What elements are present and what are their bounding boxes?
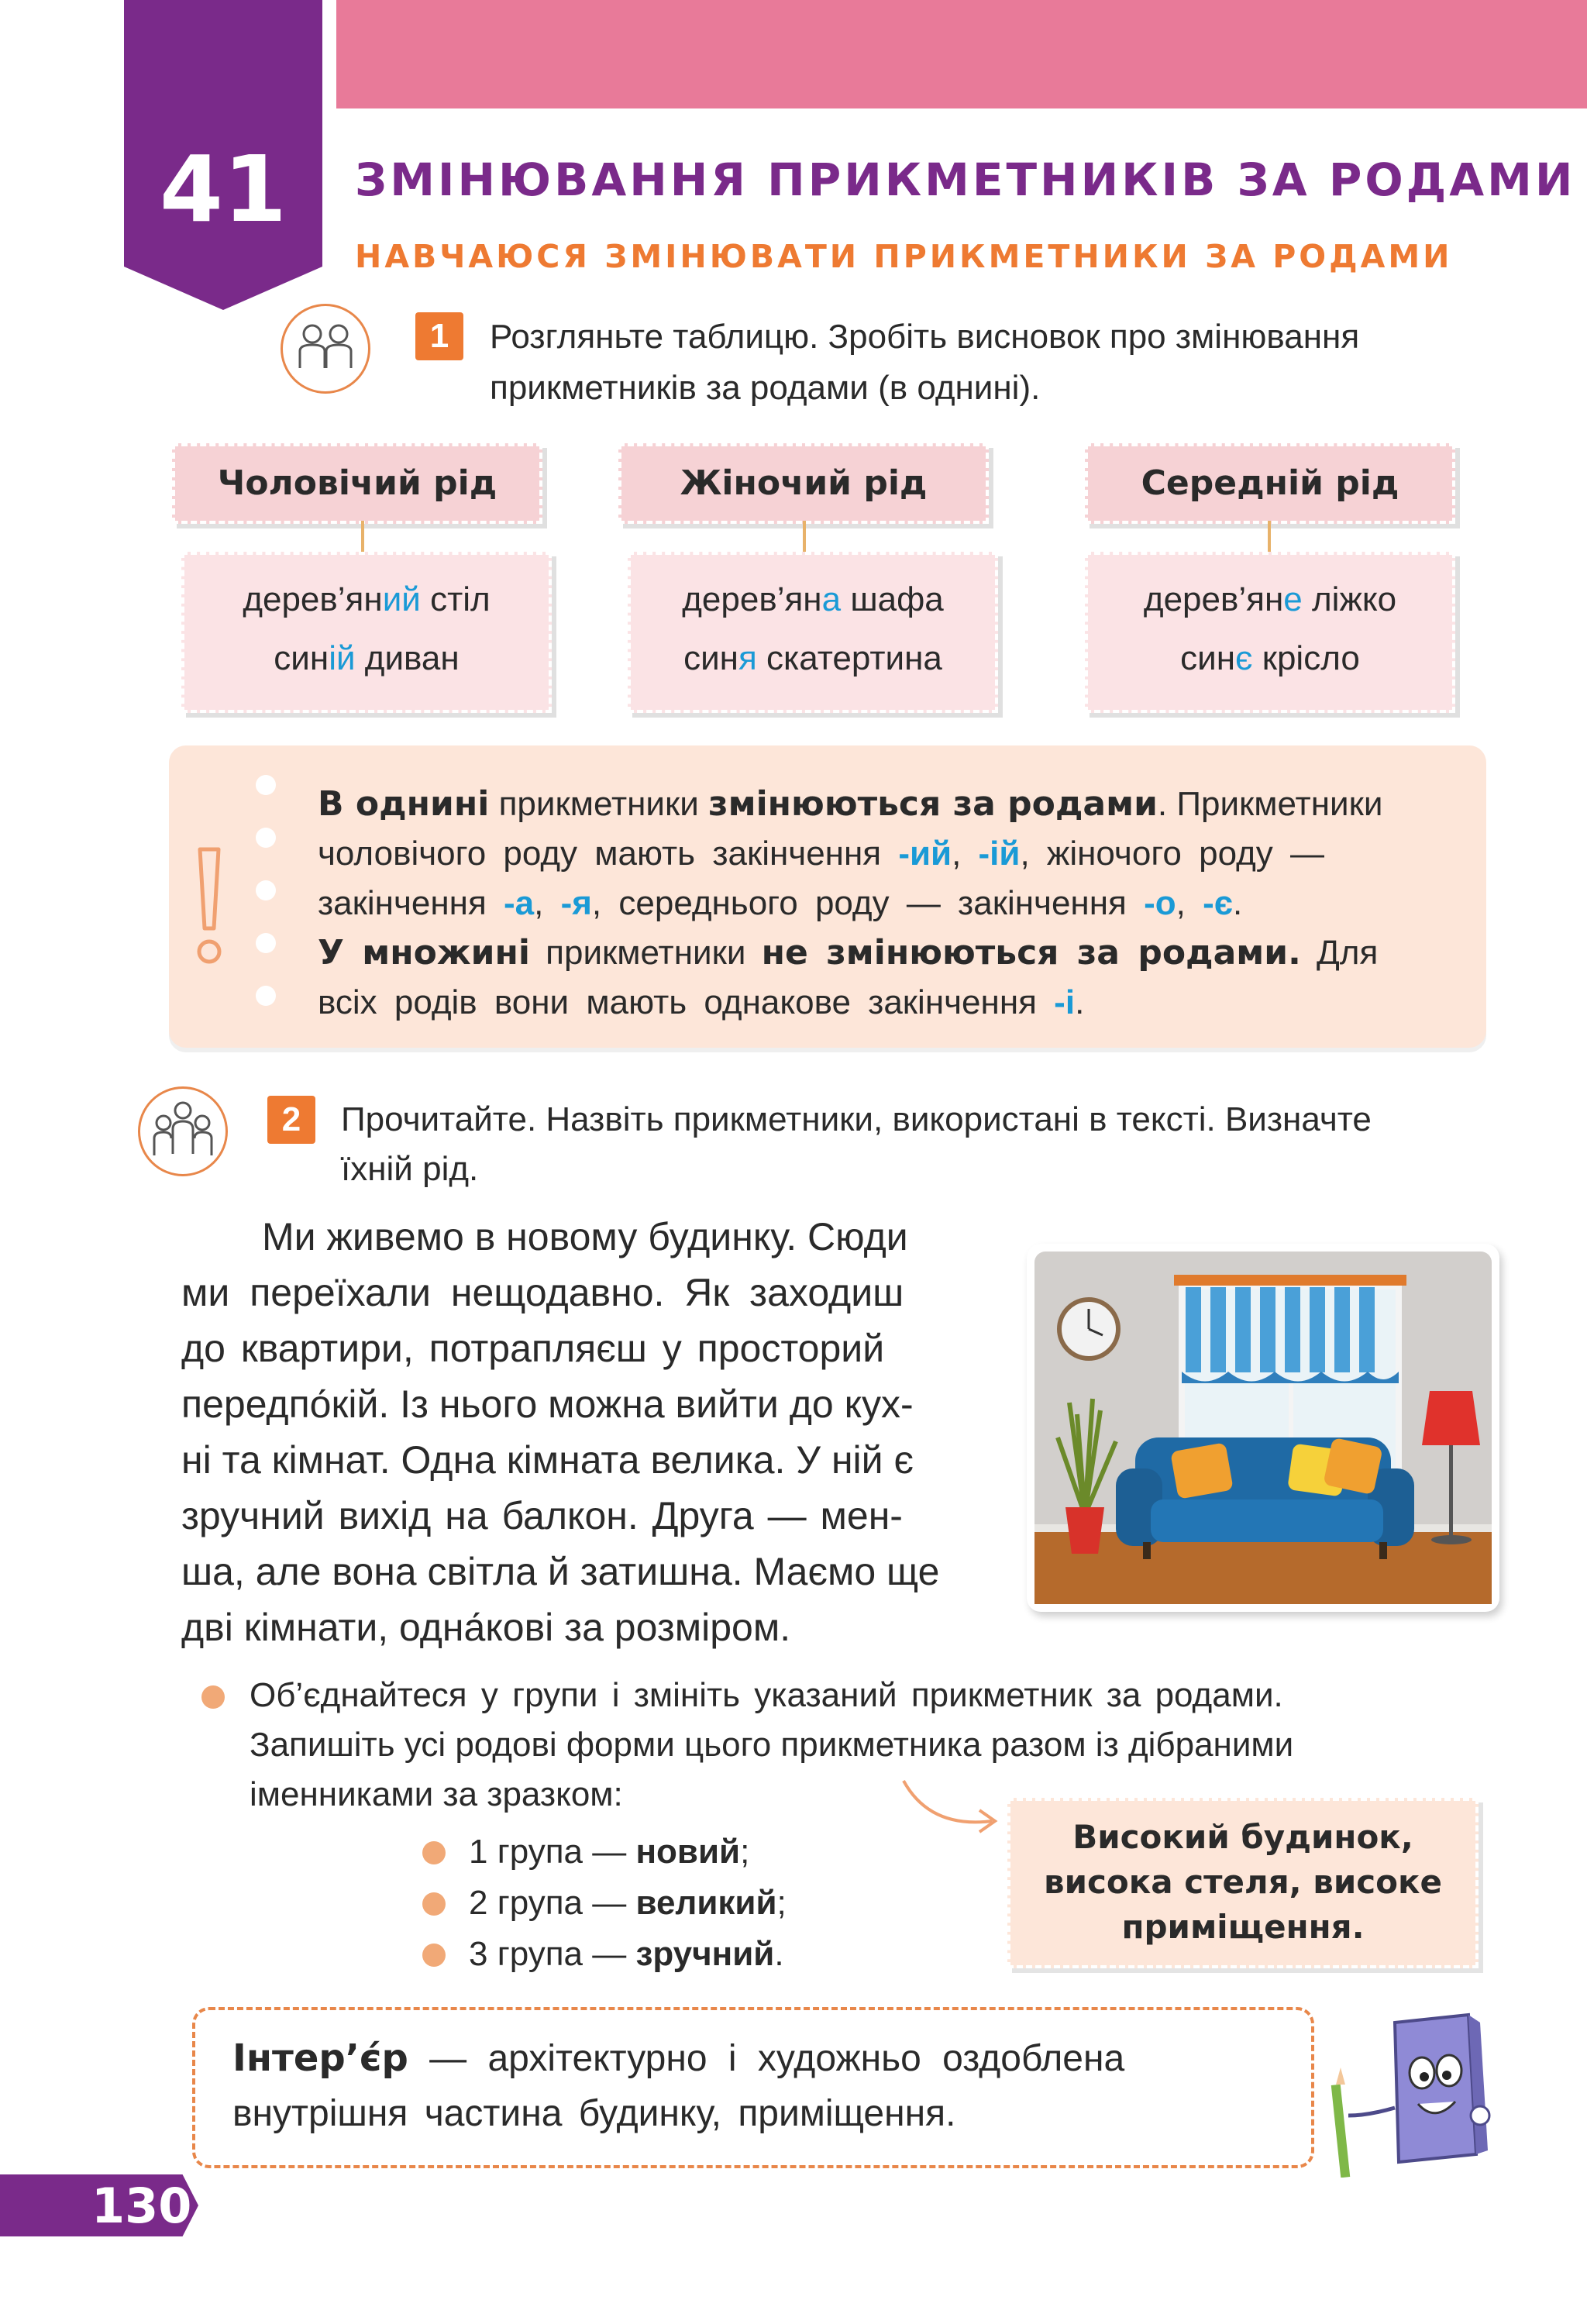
rule-ending: -ий [898, 835, 952, 873]
example-line: висока стеля, високе [1043, 1863, 1442, 1901]
rule-text: Для [1300, 934, 1379, 972]
rule-text: , жіночого роду — [1020, 835, 1324, 873]
example-stem: син [1180, 639, 1236, 677]
decor-dot [256, 880, 276, 900]
task-number-1: 1 [415, 312, 463, 360]
connector-line [361, 521, 364, 552]
group-word: новий [635, 1833, 741, 1871]
rule-ending: -а [504, 884, 535, 922]
task2-line-1: Прочитайте. Назвіть прикметники, використані в тексті. Визначте [341, 1100, 1372, 1138]
masculine-examples [181, 552, 552, 713]
passage-line: зручний вихід на балкон. Друга — мен- [181, 1494, 903, 1537]
feminine-examples [628, 552, 998, 713]
example-box [1007, 1798, 1479, 1968]
rule-text: , [1176, 884, 1203, 922]
example-noun: крісло [1252, 639, 1360, 677]
page-number: 130 [91, 2178, 192, 2234]
bullet-dot [422, 1841, 446, 1864]
task2-line-2: їхній рід. [341, 1150, 479, 1188]
group-punct: ; [776, 1884, 787, 1922]
rule-line-5 [318, 978, 1084, 1028]
rule-line-4 [318, 928, 1378, 978]
room-illustration [1027, 1244, 1499, 1612]
passage-line: передпо́кій. Із нього можна вийти до кух- [181, 1382, 914, 1426]
definition-term: Інтер’є́р [232, 2037, 408, 2080]
neuter-header: Середній рід [1085, 443, 1455, 524]
decor-dot [256, 986, 276, 1006]
lesson-number: 41 [159, 136, 287, 243]
passage-line: дві кімнати, одна́кові за розміром. [181, 1606, 791, 1649]
rule-ending: -ій [978, 835, 1021, 873]
rule-text: прикметники [529, 934, 762, 972]
task1-line-2: прикметників за родами (в однині). [490, 369, 1041, 407]
header-band [336, 0, 1587, 108]
rule-text: . Прикметники [1157, 785, 1383, 823]
rule-text: закінчення [318, 884, 504, 922]
passage-line: ша, але вона світла й затишна. Маємо ще [181, 1550, 940, 1593]
rule-text: , середнього роду — закінчення [591, 884, 1145, 922]
example-stem: син [274, 639, 329, 677]
rule-line-2 [318, 829, 1324, 879]
bullet-dot [422, 1944, 446, 1967]
group-label: 2 група — [469, 1884, 636, 1922]
rule-line-1 [318, 780, 1382, 829]
lesson-title: ЗМІНЮВАННЯ ПРИКМЕТНИКІВ ЗА РОДАМИ [355, 153, 1576, 206]
example-noun: ліжко [1302, 580, 1397, 618]
group-label: 3 група — [469, 1935, 636, 1973]
lesson-subtitle: НАВЧАЮСЯ ЗМІНЮВАТИ ПРИКМЕТНИКИ ЗА РОДАМИ [355, 238, 1453, 275]
group-punct: . [774, 1935, 784, 1973]
example-ending: ий [382, 580, 421, 618]
rule-text: , [952, 835, 979, 873]
masculine-header: Чоловічий рід [172, 443, 542, 524]
assignment-line: іменниками за зразком: [250, 1775, 623, 1813]
rule-text: всіх родів вони мають однакове закінчення [318, 983, 1055, 1021]
bullet-dot [201, 1685, 225, 1709]
example-noun: шафа [841, 580, 944, 618]
definition-text: — архітектурно і художньо оздоблена [408, 2038, 1125, 2079]
passage-line: до квартири, потрапляєш у просторий [181, 1327, 885, 1370]
example-line: Високий будинок, [1072, 1818, 1413, 1856]
rule-text: . [1075, 983, 1085, 1021]
passage-line: ми переїхали нещодавно. Як заходиш [181, 1271, 904, 1314]
example-ending: є [1235, 639, 1253, 677]
bullet-dot [422, 1892, 446, 1916]
connector-line [803, 521, 806, 552]
group-label: 1 група — [469, 1833, 636, 1871]
rule-text: прикметники [489, 785, 709, 823]
rule-text: , [534, 884, 561, 922]
rule-ending: -є [1203, 884, 1234, 922]
rule-bold-text: В однині [318, 784, 490, 824]
book-mascot-icon [1325, 1999, 1511, 2178]
task-number-2: 2 [267, 1096, 315, 1144]
rule-line-3 [318, 879, 1242, 928]
decor-dot [256, 828, 276, 848]
group-item-3 [469, 1930, 784, 1979]
definition-line-2: внутрішня частина будинку, приміщення. [232, 2093, 956, 2134]
rule-ending: -о [1144, 884, 1176, 922]
example-noun: скатертина [756, 639, 942, 677]
connector-line [1268, 521, 1271, 552]
rule-bold-text: не змінюються за родами. [761, 933, 1301, 973]
rule-bold-text: змінюються за родами [708, 784, 1158, 824]
example-ending: ій [329, 639, 356, 677]
exclamation-icon [186, 845, 232, 969]
feminine-header: Жіночий рід [618, 443, 989, 524]
group-work-icon [138, 1086, 228, 1176]
example-stem: дерев’ян [243, 580, 383, 618]
assignment-line: Запишіть усі родові форми цього прикметника разом із дібраними [250, 1726, 1294, 1764]
group-word: зручний [635, 1935, 775, 1973]
example-ending: а [821, 580, 842, 618]
example-noun: диван [355, 639, 460, 677]
example-stem: дерев’ян [682, 580, 822, 618]
passage-line: ні та кімнат. Одна кімната велика. У ній є [181, 1438, 914, 1482]
assignment-line: Об’єднайтеся у групи і змініть указаний прикметник за родами. [250, 1676, 1283, 1714]
arrow-icon [899, 1775, 1007, 1844]
neuter-examples [1085, 552, 1455, 713]
rule-bold-text: У множині [318, 933, 530, 973]
example-ending: е [1283, 580, 1303, 618]
rule-text: чоловічого роду мають закінчення [318, 835, 899, 873]
example-noun: стіл [420, 580, 491, 618]
example-stem: дерев’ян [1143, 580, 1284, 618]
rule-ending: -я [560, 884, 592, 922]
decor-dot [256, 933, 276, 953]
rule-text: . [1233, 884, 1243, 922]
definition-line-1 [232, 2030, 1124, 2087]
task1-line-1: Розгляньте таблицю. Зробіть висновок про змінювання [490, 318, 1360, 356]
group-item-2 [469, 1878, 787, 1928]
rule-ending: -і [1054, 983, 1076, 1021]
group-word: великий [635, 1884, 777, 1922]
example-ending: я [738, 639, 757, 677]
group-punct: ; [740, 1833, 750, 1871]
passage-line: Ми живемо в новому будинку. Сюди [262, 1215, 908, 1258]
decor-dot [256, 775, 276, 795]
group-item-1 [469, 1827, 749, 1877]
example-stem: син [683, 639, 738, 677]
pair-work-icon [281, 304, 370, 394]
example-line: приміщення. [1121, 1908, 1365, 1946]
